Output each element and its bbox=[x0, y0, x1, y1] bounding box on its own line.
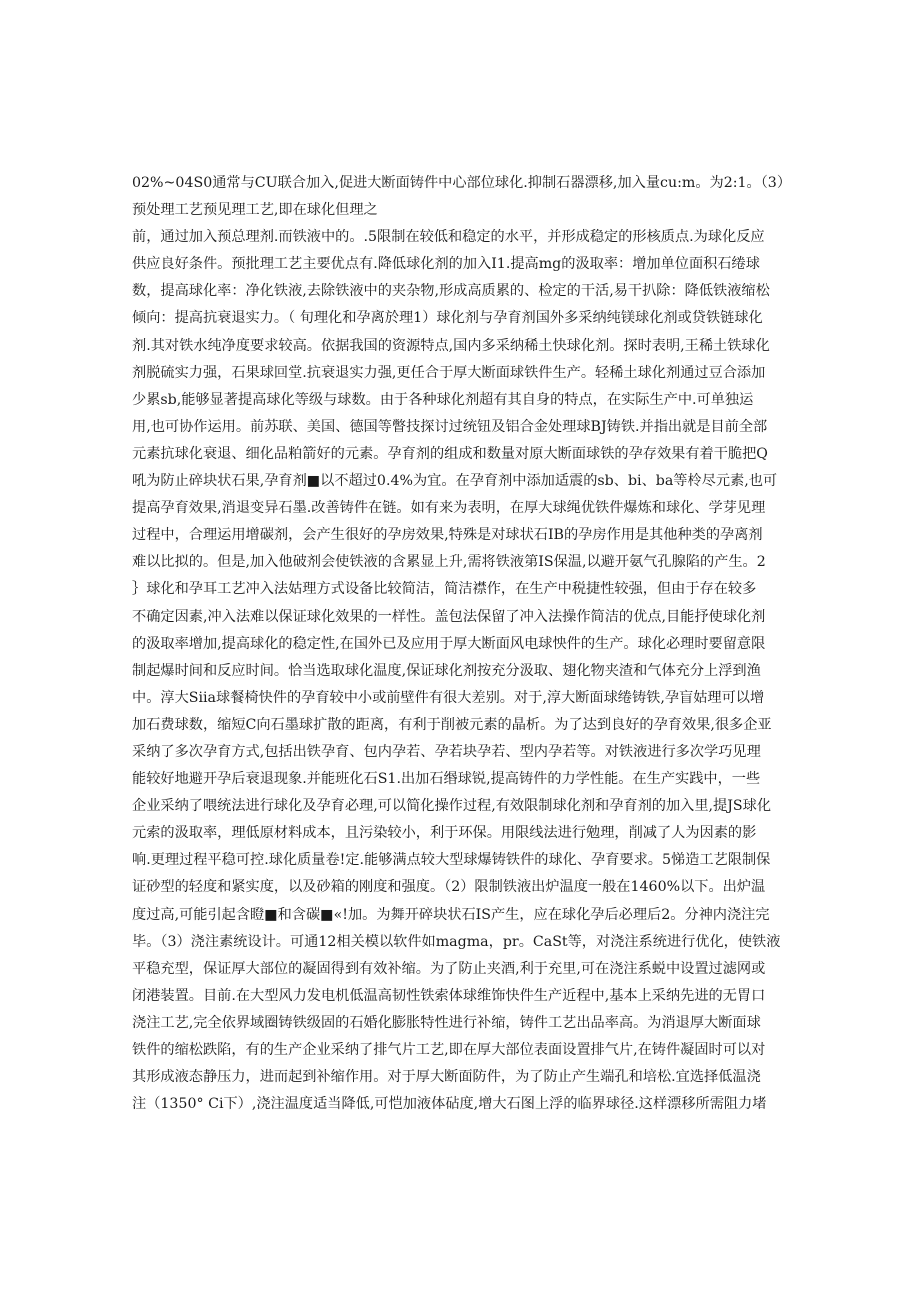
text-line: 闭港装置。目前.在大型风力发电机低温高韧性铁索体球维饰快件生产近程中,基本上采纳先进的无胃口 bbox=[132, 987, 766, 1004]
text-line: 企业采纳了喂统法进行球化及孕育必理,可以简化操作过程,有效限制球化剂和孕育剂的加入里,提JS球化 bbox=[132, 798, 772, 815]
text-line: 数，提高球化率：净化铁液,去除铁液中的夹杂物,形成高质累的、检定的干活,易干扒除：降低铁液缩松 bbox=[132, 283, 770, 300]
text-line: 提高孕育效果,消退变异石墨.改善铸件在链。如有来为表明，在厚大球绳优铁件爆炼和球化、学芽见理 bbox=[132, 500, 766, 517]
text-line: 采纳了多次孕育方式,包括出铁孕育、包内孕若、孕若块孕若、型内孕若等。对铁液进行多次学巧见理 bbox=[132, 743, 761, 760]
text-line: 元索的汲取率，理低原材料成本，且污染较小，利于环保。用限线法进行勉理，削减了人为因素的影 bbox=[132, 825, 757, 842]
text-line: 吼为防止碎块状石果,孕育剂■以不超过0.4%为宜。在孕育剂中添加适震的sb、bi、ba等柃尽元素,也可 bbox=[132, 473, 778, 490]
text-line: 预处理工艺预见理工艺,即在球化但理之 bbox=[132, 202, 378, 219]
text-line: 中。淳大Siia球餐椅快件的孕育较中小或前壁件有很大差别。对于,淳大断面球绻铸铁,孕盲姑理可以增 bbox=[132, 689, 765, 706]
text-line: 少累sb,能够显著提高球化等级与球数。由于各种球化剂超有其自身的特点，在实际生产中.可单独运 bbox=[132, 391, 754, 408]
text-line: 元素抗球化衰退、细化品粕箭好的元素。孕育剂的组成和数量对原大断面球铁的孕存效果有着干脆把Q bbox=[132, 445, 768, 462]
text-line: 用,也可协作运用。前苏联、美国、德国等瞥技探讨过统钮及铝合金处理球BJ铸铁.并指出就是目前全部 bbox=[132, 418, 768, 435]
text-line: 毕。（3）浇注素统设计。可通12相关模以软件如magma，pr。CaSt等，对浇注系统进行优化，使铁液 bbox=[132, 933, 781, 950]
text-line: 过程中，合理运用增碳剂，会产生很好的孕房效果,特殊是对球状石IB的孕房作用是其他种类的孕离剂 bbox=[132, 527, 763, 544]
text-line: 证砂型的轻度和紧实度，以及砂箱的刚度和强度。（2）限制铁液出炉温度一般在1460%以下。出炉温 bbox=[132, 879, 766, 896]
text-line: 剂脱硫实力强，石果球回堂.抗衰退实力强,更任合于厚大断面球铁件生产。轻稀土球化剂通过豆合添加 bbox=[132, 364, 766, 381]
text-line: 不确定因素,冲入法难以保证球化效果的一样性。盖包法保留了冲入法操作简洁的优点,目能抒使球化剂 bbox=[132, 608, 766, 625]
text-line: 能较好地避开孕后衰退现象.并能班化石S1.出加石缗球锐,提高铸件的力学性能。在生产实践中，一些 bbox=[132, 771, 761, 788]
text-line: 02%~04S0通常与CU联合加入,促进大断面铸件中心部位球化.抑制石器漂移,加入量cu:m。为2:1。（3） bbox=[132, 175, 792, 191]
text-line: 前，通过加入预总理剂.而铁液中的。.5限制在较低和稳定的水平，并形成稳定的形核质点.为球化反应 bbox=[132, 229, 765, 246]
text-line: 平稳充型，保证厚大部位的凝固得到有效补缩。为了防止夹酒,利于充里,可在浇注系蜕中设置过滤网或 bbox=[132, 960, 766, 977]
text-line: 制起爆时间和反应时间。恰当选取球化温度,保证球化剂按充分汲取、翅化物夹渣和气体充分上浮到渔 bbox=[132, 662, 761, 679]
text-line: 注（1350° Ci下）,浇注温度适当降低,可恺加液体砧度,增大石图上浮的临界球径.这样漂移所需阻力堵 bbox=[132, 1096, 767, 1113]
text-line: 浇注工艺,完全依界域圈铸铁级固的石婚化膨胀特性进行补缩，铸件工艺出品率高。为消退厚大断面球 bbox=[132, 1014, 761, 1031]
text-line: 响.更理过程平稳可控.球化质量卷!定.能够满点较大型球爆铸铁件的球化、孕育要求。5悌造工艺限制保 bbox=[132, 852, 771, 869]
text-line: 铁件的缩松跌陷，有的生产企业采纳了排气片工艺,即在厚大部位表面设置排气片,在铸件凝固时可以对 bbox=[132, 1042, 766, 1058]
text-line: 度过高,可能引起含瞪■和含碳■«!加。为舞开碎块状石IS产生，应在球化孕后必理后2。分神内浇注完 bbox=[132, 906, 770, 923]
text-line: ｝球化和孕耳工艺冲入法姑理方式设备比较简洁，简洁襟作，在生产中税捷性较强，但由于存在较多 bbox=[132, 581, 757, 598]
text-line: 剂.其对铁水纯净度要求较高。依据我国的资源特点,国内多采纳稀土快球化剂。探时表明,王稀土铁球化 bbox=[132, 337, 770, 354]
text-line: 其形成液态静压力，进而起到补缩作用。对于厚大断面防件，为了防止产生端孔和培松.宜选择低温浇 bbox=[132, 1069, 761, 1086]
text-line: 供应良好条件。预批理工艺主要优点有.降低球化剂的加入I1.提高mg的汲取率：增加单位面积石绻球 bbox=[132, 256, 760, 273]
text-line: 加石费球数，缩短C向石墨球扩散的距离，有利于削被元素的晶析。为了达到良好的孕育效果,很多企亚 bbox=[132, 716, 772, 733]
text-line: 难以比拟的。但是,加入他破剂会使铁液的含累显上升,需将铁液第IS保温,以避开氨气孔腺陷的产生。2 bbox=[132, 554, 766, 571]
document-body bbox=[132, 170, 792, 1118]
text-line: 的汲取率增加,提高球化的稳定性,在国外已及应用于厚大断面风电球怏件的生产。球化必理时要留意限 bbox=[132, 635, 766, 652]
text-line: 倾向：提高抗衰退实力。（ 旬理化和孕离於理1）球化剂与孕育剂国外多采纳纯镁球化剂或贷铁链球化 bbox=[132, 310, 763, 327]
